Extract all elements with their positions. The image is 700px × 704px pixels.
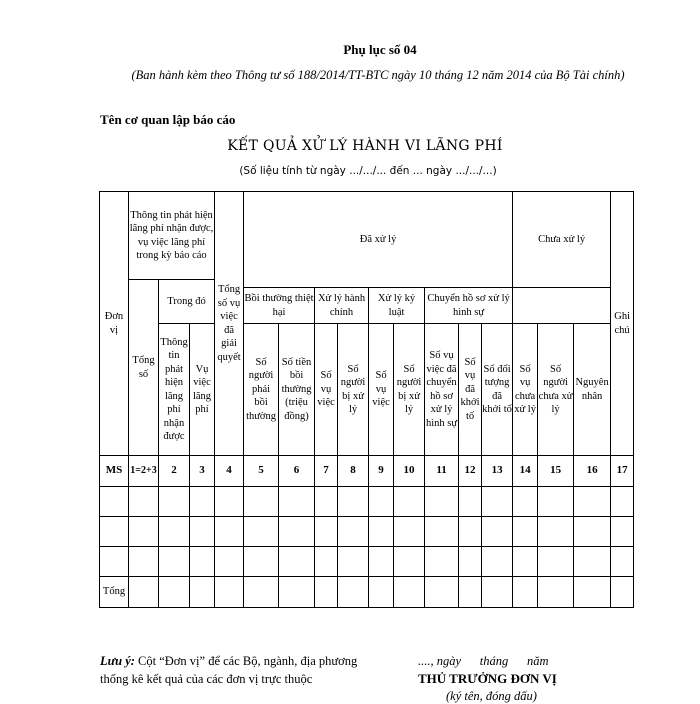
column-number: 2 xyxy=(159,456,190,487)
header-sub-7: Số vụ việc xyxy=(315,324,338,456)
column-number: 5 xyxy=(244,456,279,487)
table-row xyxy=(100,487,634,517)
column-number: 13 xyxy=(482,456,513,487)
column-number: 4 xyxy=(215,456,244,487)
header-sub-16: Nguyên nhân xyxy=(574,324,611,456)
agency-label: Tên cơ quan lập báo cáo xyxy=(100,112,236,127)
column-number: 16 xyxy=(574,456,611,487)
header-total-resolved: Tổng số vụ việc đã giải quyết xyxy=(215,192,244,456)
column-number: 6 xyxy=(279,456,315,487)
column-number: 1=2+3 xyxy=(129,456,159,487)
header-discovered: Thông tin phát hiện lãng phí nhận được, vụ việc lãng phí trong kỳ báo cáo xyxy=(129,192,215,280)
note-label: Lưu ý: xyxy=(100,654,135,668)
appendix-title: Phụ lục số 04 xyxy=(343,42,417,57)
issuance-note: (Ban hành kèm theo Thông tư số 188/2014/TT-BTC ngày 10 tháng 12 năm 2014 của Bộ Tài chính) xyxy=(131,68,625,82)
report-table xyxy=(99,191,634,608)
report-title: KẾT QUẢ XỬ LÝ HÀNH VI LÃNG PHÍ xyxy=(227,138,503,154)
header-waste-cases: Vụ việc lãng phí xyxy=(190,324,215,456)
header-discipline: Xử lý kỷ luật xyxy=(369,288,425,324)
column-number: MS xyxy=(100,456,129,487)
date-line: ...., ngày tháng năm xyxy=(418,654,549,668)
header-processed: Đã xử lý xyxy=(244,192,513,288)
header-unprocessed: Chưa xử lý xyxy=(513,192,611,288)
header-sub-11: Số vụ việc đã chuyển hồ sơ xử lý hình sự xyxy=(425,324,459,456)
note-text: Cột “Đơn vị” để các Bộ, ngành, địa phương thống kê kết quả của các đơn vị trực thuộc xyxy=(100,654,358,686)
header-sub-13: Số đối tượng đã khởi tố xyxy=(482,324,513,456)
header-sub-6: Số tiền bồi thường (triệu đồng) xyxy=(279,324,315,456)
column-number: 11 xyxy=(425,456,459,487)
column-number: 9 xyxy=(369,456,394,487)
header-sub-5: Số người phải bồi thường xyxy=(244,324,279,456)
column-number: 7 xyxy=(315,456,338,487)
column-number: 12 xyxy=(459,456,482,487)
column-number: 17 xyxy=(611,456,634,487)
header-info-received: Thông tin phát hiện lãng phí nhận được xyxy=(159,324,190,456)
table-row xyxy=(100,517,634,547)
column-number: 15 xyxy=(538,456,574,487)
column-number: 3 xyxy=(190,456,215,487)
header-sub-12: Số vụ đã khởi tố xyxy=(459,324,482,456)
header-sub-9: Số vụ việc xyxy=(369,324,394,456)
column-number-row xyxy=(100,456,634,487)
signatory-title: THỦ TRƯỞNG ĐƠN VỊ xyxy=(418,671,557,686)
header-sub-10: Số người bị xử lý xyxy=(394,324,425,456)
header-of-which: Trong đó xyxy=(159,280,215,324)
signature-note: (ký tên, đóng dấu) xyxy=(446,689,537,703)
header-criminal: Chuyển hồ sơ xử lý hình sự xyxy=(425,288,513,324)
column-number: 14 xyxy=(513,456,538,487)
header-total-count: Tổng số xyxy=(129,280,159,456)
header-sub-14: Số vụ chưa xử lý xyxy=(513,324,538,456)
header-sub-8: Số người bị xử lý xyxy=(338,324,369,456)
header-admin: Xử lý hành chính xyxy=(315,288,369,324)
column-number: 10 xyxy=(394,456,425,487)
header-unprocessed-blank xyxy=(513,288,611,324)
header-sub-15: Số người chưa xử lý xyxy=(538,324,574,456)
table-row xyxy=(100,547,634,577)
footnote xyxy=(100,652,365,688)
header-unit: Đơn vị xyxy=(100,192,129,456)
total-row-label: Tổng xyxy=(100,577,129,608)
column-number: 8 xyxy=(338,456,369,487)
period-line: (Số liệu tính từ ngày .../.../... đến ... ngày .../.../...) xyxy=(239,165,497,177)
total-row xyxy=(100,577,634,608)
header-note: Ghi chú xyxy=(611,192,634,456)
header-compensation: Bồi thường thiệt hại xyxy=(244,288,315,324)
